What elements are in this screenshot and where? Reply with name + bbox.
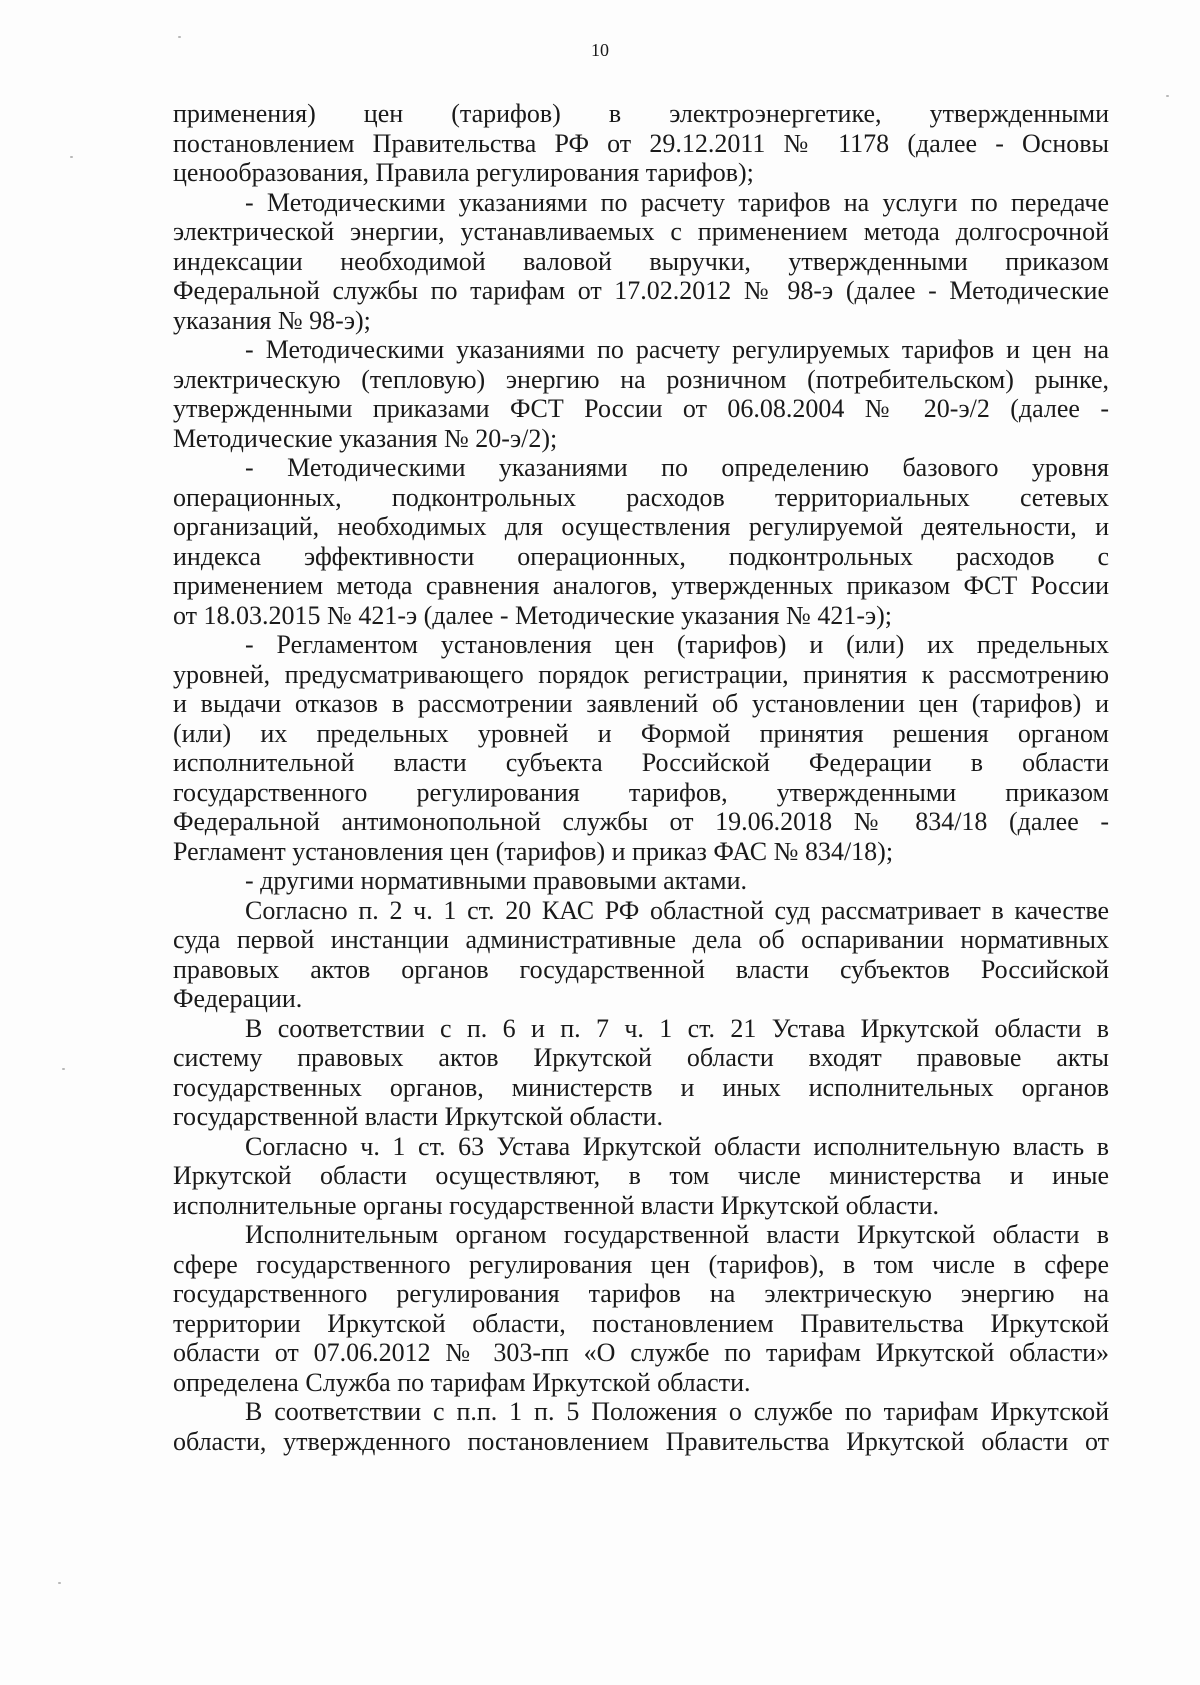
text-line: Федеральной антимонопольной службы от 19.06.2018 № 834/18 (далее - [173, 807, 1109, 836]
text-line: В соответствии с п. 6 и п. 7 ч. 1 ст. 21 Устава Иркутской области в [245, 1013, 1109, 1043]
scan-speck [178, 36, 181, 38]
text-line: Регламент установления цен (тарифов) и приказ ФАС № 834/18); [173, 836, 894, 866]
text-line: электрическую (тепловую) энергию на розничном (потребительском) рынке, [173, 364, 1109, 394]
text-line: - другими нормативными правовыми актами. [245, 866, 748, 895]
text-line: области от 07.06.2012 № 303-пп «О службе по тарифам Иркутской области» [173, 1338, 1109, 1367]
scan-speck [1166, 95, 1169, 97]
text-line: применения) цен (тарифов) в электроэнергетике, утвержденными [173, 99, 1109, 128]
text-line: территории Иркутской области, постановлением Правительства Иркутской [173, 1308, 1109, 1338]
text-line: ценообразования, Правила регулирования тарифов); [173, 158, 754, 187]
text-line: организаций, необходимых для осуществления регулируемой деятельности, и [173, 512, 1109, 541]
text-line: Федеральной службы по тарифам от 17.02.2012 № 98-э (далее - Методические [173, 276, 1109, 305]
text-line: систему правовых актов Иркутской области входят правовые акты [173, 1043, 1109, 1072]
scan-speck [58, 1582, 61, 1584]
text-line: исполнительные органы государственной власти Иркутской области. [173, 1190, 940, 1220]
text-line: определена Служба по тарифам Иркутской области. [173, 1367, 751, 1397]
text-line: Методические указания № 20-э/2); [173, 423, 558, 453]
text-line: указания № 98-э); [173, 305, 371, 335]
page-number: 10 [591, 40, 609, 60]
text-line: уровней, предусматривающего порядок регистрации, принятия к рассмотрению [173, 659, 1109, 689]
text-line: утвержденными приказами ФСТ России от 06.08.2004 № 20-э/2 (далее - [173, 394, 1109, 423]
text-line: - Регламентом установления цен (тарифов) и (или) их предельных [245, 630, 1109, 659]
text-line: от 18.03.2015 № 421-э (далее - Методические указания № 421-э); [173, 600, 893, 630]
text-line: - Методическими указаниями по расчету тарифов на услуги по передаче [245, 187, 1109, 217]
text-line: Исполнительным органом государственной власти Иркутской области в [245, 1220, 1109, 1249]
text-line: Согласно ч. 1 ст. 63 Устава Иркутской области исполнительную власть в [245, 1131, 1109, 1161]
text-line: операционных, подконтрольных расходов территориальных сетевых [173, 482, 1109, 512]
text-line: постановлением Правительства РФ от 29.12.2011 № 1178 (далее - Основы [173, 128, 1109, 158]
text-line: государственной власти Иркутской области. [173, 1102, 663, 1131]
text-line: сфере государственного регулирования цен (тарифов), в том числе в сфере [173, 1249, 1109, 1279]
text-line: индекса эффективности операционных, подконтрольных расходов с [173, 541, 1109, 571]
text-line: государственных органов, министерств и иных исполнительных органов [173, 1072, 1109, 1102]
text-line: правовых актов органов государственной власти субъектов Российской [173, 954, 1109, 984]
text-line: исполнительной власти субъекта Российской Федерации в области [173, 748, 1109, 777]
text-line: суда первой инстанции административные дела об оспаривании нормативных [173, 925, 1109, 954]
text-line: Федерации. [173, 984, 303, 1013]
text-line: и выдачи отказов в рассмотрении заявлений об установлении цен (тарифов) и [173, 689, 1109, 718]
text-line: государственного регулирования тарифов, утвержденными приказом [173, 777, 1109, 807]
text-line: области, утвержденного постановлением Правительства Иркутской области от [173, 1426, 1109, 1456]
text-line: электрической энергии, устанавливаемых с применением метода долгосрочной [173, 217, 1109, 246]
text-line: Иркутской области осуществляют, в том числе министерства и иные [173, 1161, 1109, 1190]
text-line: государственного регулирования тарифов на электрическую энергию на [173, 1279, 1109, 1308]
text-line: - Методическими указаниями по определению базового уровня [245, 453, 1109, 482]
scan-speck [62, 1068, 65, 1070]
text-line: (или) их предельных уровней и Формой принятия решения органом [173, 718, 1109, 748]
text-line: В соответствии с п.п. 1 п. 5 Положения о службе по тарифам Иркутской [245, 1397, 1109, 1426]
scan-speck [70, 156, 73, 158]
text-line: применением метода сравнения аналогов, утвержденных приказом ФСТ России [173, 571, 1109, 600]
document-body [173, 99, 1109, 1456]
text-line: - Методическими указаниями по расчету регулируемых тарифов и цен на [245, 335, 1109, 364]
text-line: индексации необходимой валовой выручки, утвержденными приказом [173, 246, 1109, 276]
text-line: Согласно п. 2 ч. 1 ст. 20 КАС РФ областной суд рассматривает в качестве [245, 895, 1109, 925]
